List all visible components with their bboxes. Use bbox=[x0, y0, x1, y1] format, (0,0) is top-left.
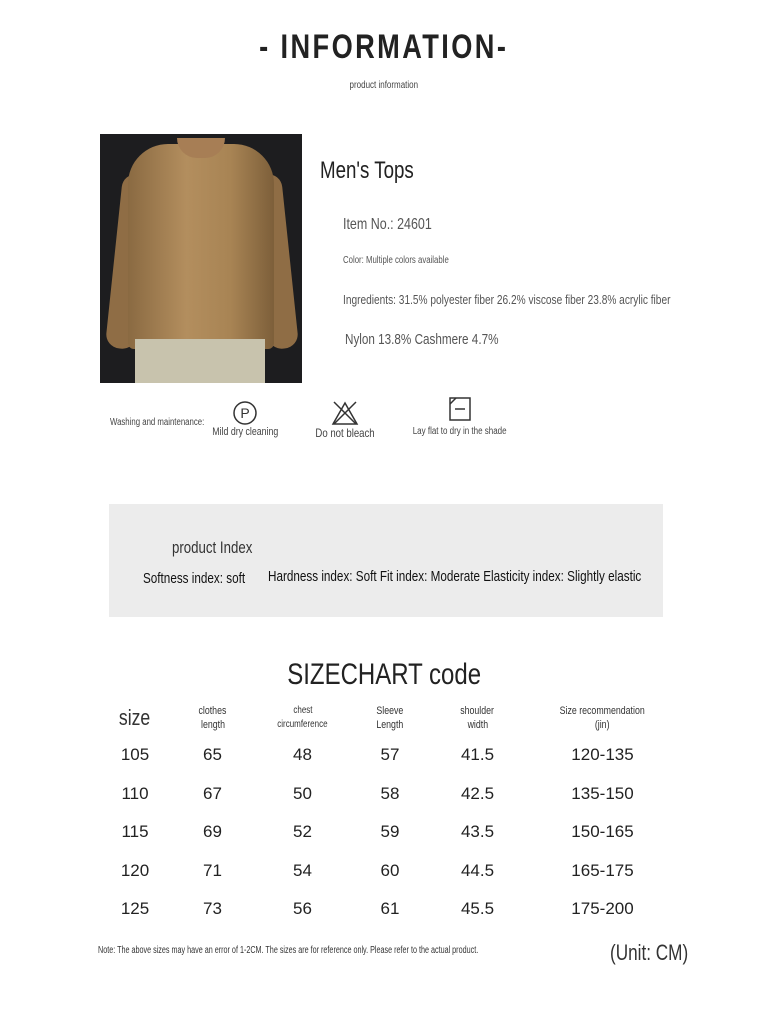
care-item-no-bleach: Do not bleach bbox=[300, 400, 390, 440]
svg-text:P: P bbox=[240, 405, 250, 421]
header-shoulder: shoulder width bbox=[460, 705, 495, 731]
table-cell: 43.5 bbox=[460, 822, 495, 842]
table-cell: 165-175 bbox=[571, 860, 634, 880]
table-cell: 50 bbox=[293, 783, 312, 803]
table-row bbox=[100, 736, 680, 775]
table-row bbox=[100, 775, 680, 814]
care-item-dry-clean: P Mild dry cleaning bbox=[200, 400, 290, 438]
table-cell: 57 bbox=[380, 745, 400, 765]
header-clothes-length: clothes length bbox=[198, 705, 227, 731]
no-bleach-icon bbox=[331, 400, 359, 426]
header-chest: chest circumference bbox=[277, 705, 328, 730]
table-row bbox=[100, 813, 680, 852]
table-cell: 175-200 bbox=[571, 899, 634, 919]
table-cell: 61 bbox=[380, 899, 400, 919]
softness-index: Softness index: soft bbox=[143, 570, 246, 587]
table-cell: 56 bbox=[293, 899, 312, 919]
table-cell: 60 bbox=[380, 860, 400, 880]
header-recommendation: Size recommendation (jin) bbox=[559, 705, 646, 731]
product-color: Color: Multiple colors available bbox=[343, 255, 449, 266]
table-cell: 54 bbox=[293, 860, 312, 880]
index-title: product Index bbox=[172, 538, 253, 557]
table-cell: 45.5 bbox=[460, 899, 495, 919]
other-indexes: Hardness index: Soft Fit index: Moderate Elasticity index: Slightly elastic bbox=[268, 568, 642, 585]
table-cell: 44.5 bbox=[460, 860, 495, 880]
table-cell: 41.5 bbox=[460, 745, 495, 765]
size-note: Note: The above sizes may have an error of 1-2CM. The sizes are for reference only. Please refer to the actual product. bbox=[98, 945, 479, 956]
table-cell: 125 bbox=[120, 899, 150, 919]
table-cell: 58 bbox=[380, 783, 400, 803]
table-cell: 73 bbox=[203, 899, 222, 919]
table-cell: 69 bbox=[203, 822, 222, 842]
page-subtitle: product information bbox=[349, 80, 419, 91]
product-index-panel bbox=[109, 504, 663, 617]
table-cell: 52 bbox=[293, 822, 312, 842]
table-cell: 105 bbox=[120, 745, 150, 765]
item-number: Item No.: 24601 bbox=[343, 216, 432, 233]
table-cell: 67 bbox=[203, 783, 222, 803]
sizechart-title: SIZECHART code bbox=[287, 658, 481, 691]
table-row bbox=[100, 852, 680, 891]
ingredients-line-1: Ingredients: 31.5% polyester fiber 26.2% viscose fiber 23.8% acrylic fiber bbox=[343, 292, 671, 307]
table-header-row bbox=[100, 700, 680, 736]
size-table bbox=[100, 700, 680, 929]
header-size: size bbox=[119, 705, 151, 730]
page-title: - INFORMATION- bbox=[259, 28, 509, 66]
care-item-dry-flat: Lay flat to dry in the shade bbox=[400, 396, 520, 437]
table-cell: 65 bbox=[203, 745, 222, 765]
ingredients-line-2: Nylon 13.8% Cashmere 4.7% bbox=[345, 331, 499, 348]
care-label: Washing and maintenance: bbox=[110, 417, 205, 428]
header-sleeve: Sleeve Length bbox=[376, 705, 404, 731]
table-cell: 42.5 bbox=[460, 783, 495, 803]
table-row bbox=[100, 890, 680, 929]
table-cell: 120-135 bbox=[571, 745, 634, 765]
table-cell: 48 bbox=[293, 745, 312, 765]
table-cell: 59 bbox=[380, 822, 400, 842]
table-cell: 120 bbox=[120, 860, 150, 880]
product-name: Men's Tops bbox=[320, 157, 414, 184]
dry-flat-shade-icon bbox=[448, 396, 472, 422]
table-cell: 115 bbox=[121, 822, 149, 842]
table-cell: 135-150 bbox=[571, 783, 634, 803]
table-cell: 110 bbox=[121, 783, 149, 803]
unit-label: (Unit: CM) bbox=[610, 940, 689, 965]
product-photo bbox=[100, 134, 302, 383]
table-cell: 71 bbox=[203, 860, 222, 880]
table-cell: 150-165 bbox=[571, 822, 634, 842]
dry-clean-p-icon bbox=[232, 400, 258, 426]
